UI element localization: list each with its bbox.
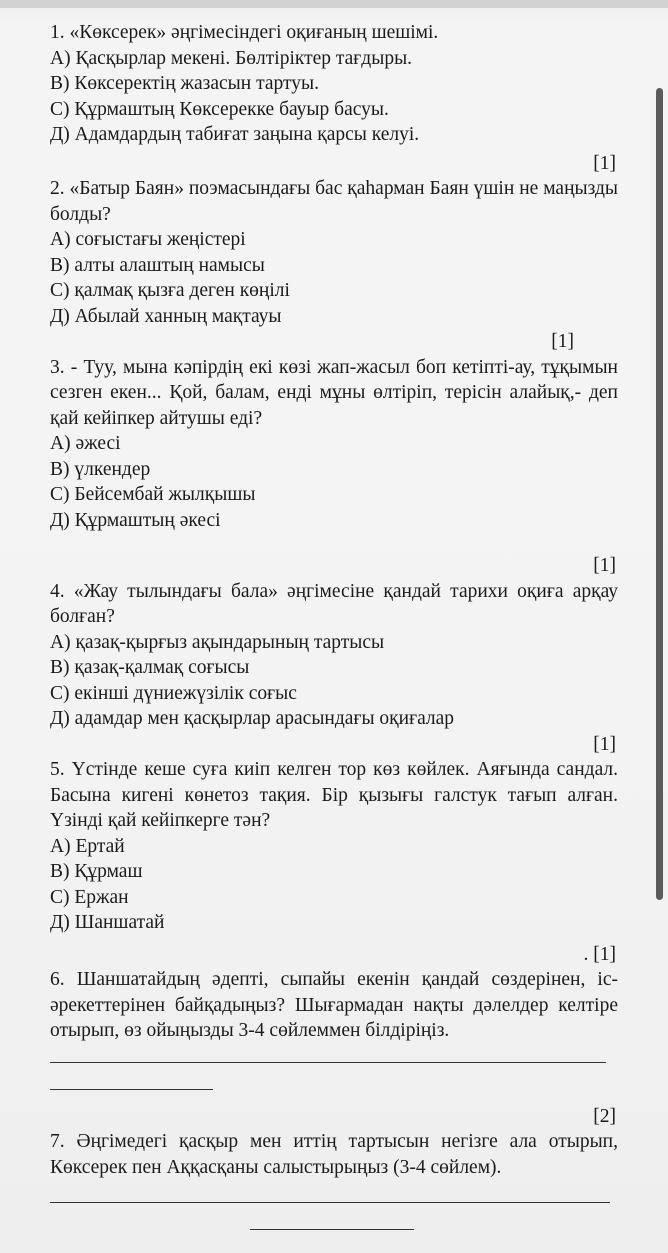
q2-option-d: Д) Абылай ханның мақтауы — [50, 305, 282, 327]
q5-option-a: А) Ертай — [50, 835, 125, 857]
q3-option-a: А) әжесі — [50, 433, 121, 454]
answer-line-1[interactable] — [50, 1048, 606, 1063]
q3-option-b: В) үлкендер — [50, 458, 151, 480]
q5-option-b: В) Құрмаш — [50, 861, 143, 882]
q2-option-c: С) қалмақ қызға деген көңілі — [50, 280, 290, 301]
q5-mark: . [1] — [583, 943, 616, 965]
q5-option-c: С) Ержан — [50, 886, 129, 908]
q3-mark: [1] — [593, 555, 616, 576]
q2-mark: [1] — [551, 331, 574, 352]
q4-option-b: В) қазақ-қалмақ соғысы — [50, 657, 250, 678]
question-3-text: 3. - Туу, мына кәпірдің екі көзі жап-жасыл боп кетіпті-ау, тұқымын сезген екен... Қой, балам, енді мұны өлтіріп, терісін алайық,- деп қай кейіпкер айтушы еді? — [50, 356, 618, 429]
question-2-text: 2. «Батыр Баян» поэмасындағы бас қаһарман Баян үшін не маңызды болды? — [50, 178, 618, 225]
question-4-text: 4. «Жау тылындағы бала» әңгімесіне қандай тарихи оқиға арқау болған? — [50, 580, 618, 627]
q1-option-c: С) Құрмаштың Көксерекке бауыр басуы. — [50, 98, 389, 120]
q1-option-d: Д) Адамдардың табиғат заңына қарсы келуі. — [50, 124, 420, 145]
q2-option-b: В) алты алаштың намысы — [50, 254, 265, 276]
q2-option-a: А) соғыстағы жеңістері — [50, 229, 246, 250]
answer-line-3[interactable] — [50, 1188, 610, 1203]
question-6-text: 6. Шаншатайдың әдепті, сыпайы екенін қандай сөздерінен, іс-әрекеттерінен байқадыңыз? Шығармадан нақты дәлелдер келтіре отырып, өз ойыңызды 3-4 сөйлеммен білдіріңіз. — [50, 969, 618, 1041]
q3-option-d: Д) Құрмаштың әкесі — [50, 509, 221, 531]
scrollbar-thumb[interactable] — [656, 88, 663, 900]
q4-option-d: Д) адамдар мен қасқырлар арасындағы оқиғалар — [50, 708, 455, 729]
q4-mark: [1] — [593, 733, 616, 755]
question-1-text: 1. «Көксерек» әңгімесіндегі оқиғаның шешімі. — [50, 22, 439, 43]
answer-line-4[interactable] — [250, 1215, 414, 1230]
q4-option-a: А) қазақ-қырғыз ақындарының тартысы — [50, 631, 385, 653]
question-7-text: 7. Әңгімедегі қасқыр мен иттің тартысын негізге ала отырып, Көксерек пен Аққасқаны салыстырыңыз (3-4 сөйлем). — [50, 1131, 618, 1178]
q4-option-c: С) екінші дүниежүзілік соғыс — [50, 682, 297, 704]
top-bar — [0, 0, 668, 8]
q6-mark: [2] — [593, 1105, 616, 1127]
q5-option-d: Д) Шаншатай — [50, 912, 165, 933]
worksheet — [50, 20, 618, 1230]
question-5-text: 5. Үстінде кеше суға киіп келген тор көз көйлек. Аяғында сандал. Басына кигені көнетоз тақия. Бір қызығы галстук тағып алған. Үзінді қай кейіпкерге тән? — [50, 759, 618, 831]
q3-option-c: С) Бейсембай жылқышы — [50, 484, 256, 505]
answer-line-2[interactable] — [50, 1075, 213, 1090]
q1-mark: [1] — [593, 152, 616, 174]
q1-option-b: В) Көксеректің жазасын тартуы. — [50, 73, 319, 94]
q1-option-a: А) Қасқырлар мекені. Бөлтіріктер тағдыры. — [50, 47, 413, 69]
